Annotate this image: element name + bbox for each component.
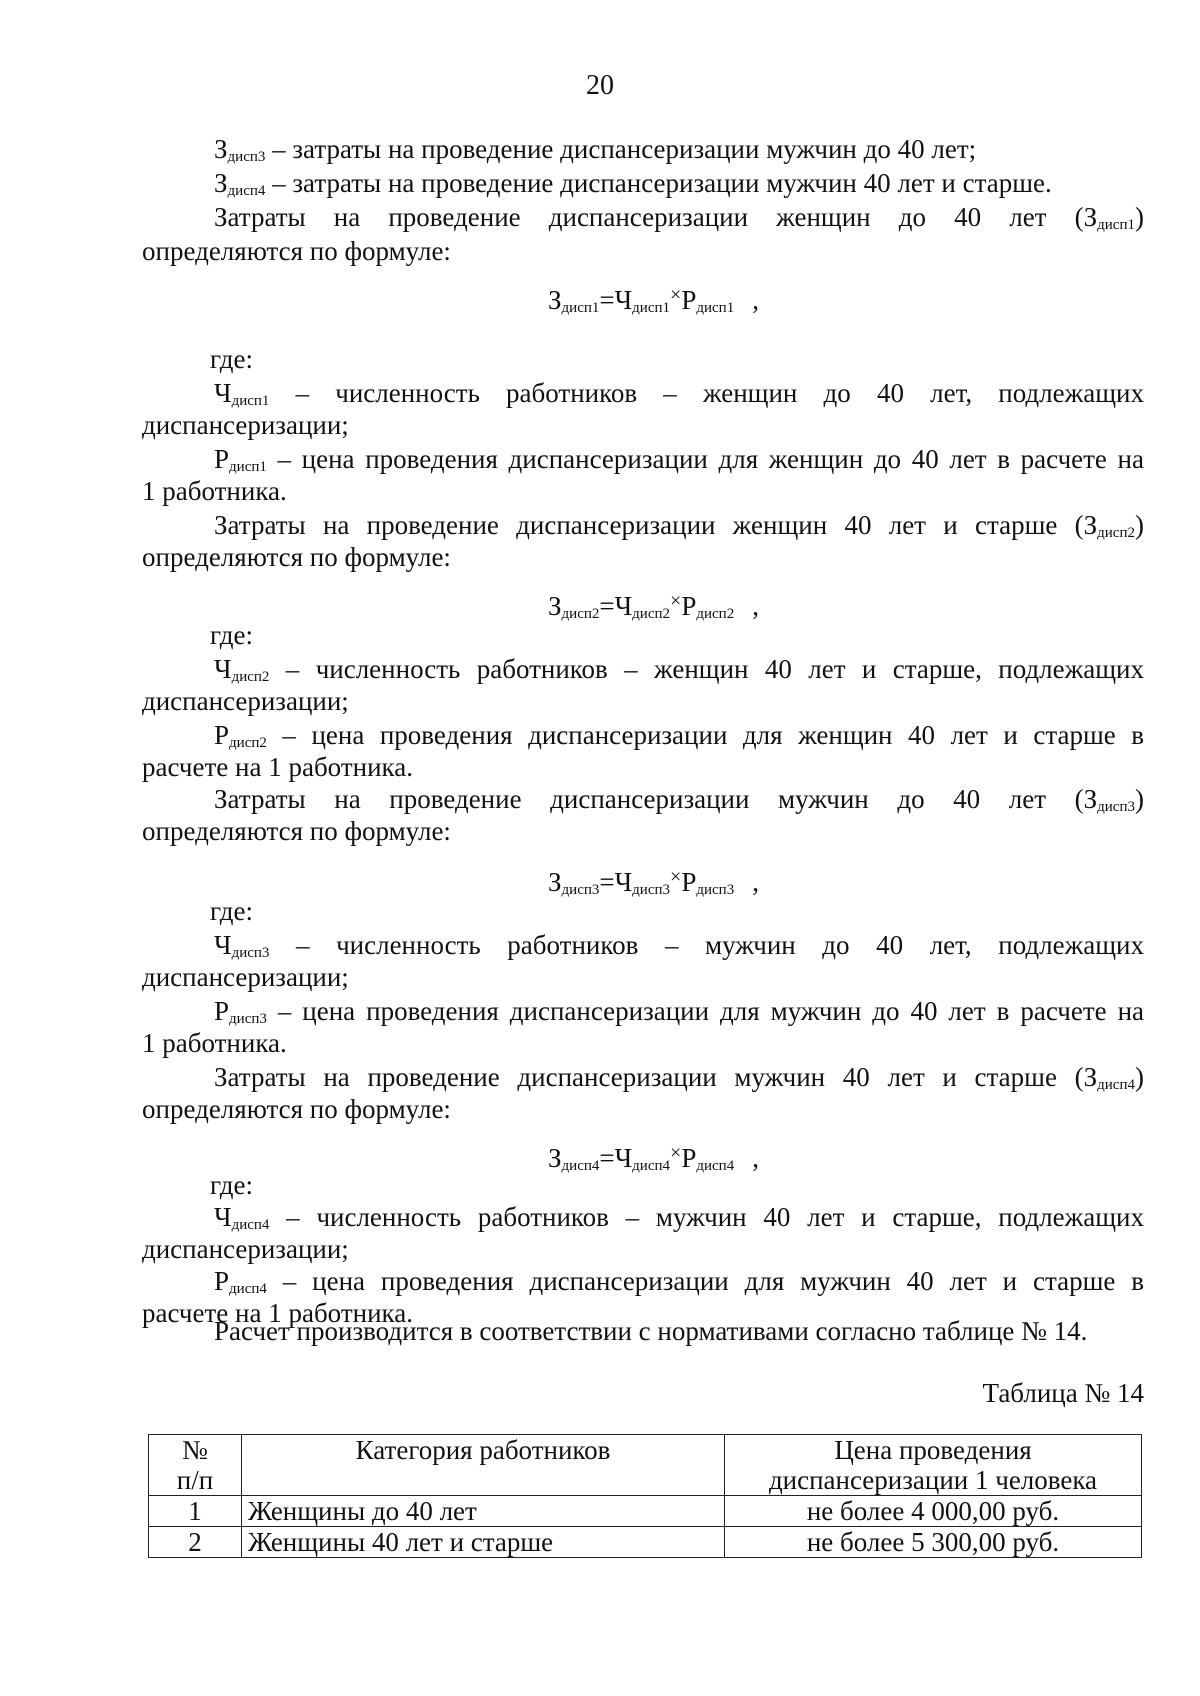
symbol-subscript: дисп2 [229, 735, 267, 751]
symbol: З [214, 134, 228, 164]
section-intro-continuation: определяются по формуле: [142, 542, 451, 572]
formula-eq: =Ч [599, 285, 633, 315]
definition-line [214, 654, 1144, 684]
formula [548, 862, 759, 897]
formula-rhs-subscript: дисп2 [696, 606, 735, 622]
where-label: где: [210, 896, 253, 926]
table-header-row [149, 1435, 1142, 1496]
symbol: Р [214, 444, 230, 474]
definition-continuation: 1 работника. [142, 1028, 287, 1058]
definition-text: – численность работников – мужчин до 40 лет, подлежащих [269, 930, 1144, 960]
row-category: Женщины до 40 лет [242, 1496, 725, 1527]
definition-line [214, 378, 1144, 408]
row-number: 2 [149, 1527, 242, 1558]
definition-continuation: 1 работника. [142, 476, 287, 506]
definition-text: – численность работников – женщин 40 лет и старше, подлежащих [269, 654, 1144, 684]
formula-lhs: З [548, 1143, 562, 1173]
formula-rhs-subscript: дисп1 [696, 300, 735, 316]
formula-mid-subscript: дисп4 [632, 1158, 671, 1174]
norms-table [148, 1434, 1142, 1558]
multiply-sign: × [670, 590, 682, 612]
formula-lhs: З [548, 867, 562, 897]
where-label: где: [210, 620, 253, 650]
intro-close: ) [1135, 510, 1144, 540]
definition-line [214, 444, 1144, 474]
multiply-sign: × [670, 1142, 682, 1164]
section-intro [214, 510, 1144, 540]
formula [548, 280, 759, 315]
symbol-subscript: дисп1 [229, 459, 267, 475]
definition-text: – численность работников – женщин до 40 лет, подлежащих [269, 378, 1144, 408]
section-intro-continuation: определяются по формуле: [142, 236, 451, 266]
definition-continuation: расчете на 1 работника. [142, 1298, 413, 1328]
symbol: Ч [214, 1202, 232, 1232]
formula-mid-subscript: дисп3 [632, 882, 671, 898]
definition-text: – цена проведения диспансеризации для мужчин до 40 лет в расчете на [266, 996, 1144, 1026]
where-label: где: [210, 1170, 253, 1200]
intro-subscript: дисп1 [1097, 217, 1135, 233]
header-number-line1: № [182, 1435, 208, 1465]
row-price: не более 4 000,00 руб. [725, 1496, 1142, 1527]
intro-subscript: дисп4 [1097, 1077, 1135, 1093]
symbol-subscript: дисп3 [231, 945, 270, 961]
header-number [149, 1435, 242, 1496]
intro-text: Затраты на проведение диспансеризации мужчин 40 лет и старше (З [214, 1062, 1098, 1092]
intro-subscript: дисп2 [1097, 525, 1135, 541]
definition-item [214, 134, 976, 164]
intro-close: ) [1135, 202, 1144, 232]
intro-text: Затраты на проведение диспансеризации мужчин до 40 лет (З [214, 784, 1098, 814]
formula-comma: , [752, 867, 759, 897]
row-number: 1 [149, 1496, 242, 1527]
symbol: Ч [214, 378, 232, 408]
formula-comma: , [752, 591, 759, 621]
definition-text: – затраты на проведение диспансеризации мужчин 40 лет и старше. [265, 168, 1052, 198]
definition-line [214, 930, 1144, 960]
symbol-subscript: дисп2 [231, 669, 270, 685]
symbol-subscript: дисп3 [229, 1011, 267, 1027]
formula-eq: =Ч [599, 1143, 633, 1173]
formula [548, 586, 759, 621]
formula-rhs: Р [681, 591, 697, 621]
intro-close: ) [1135, 1062, 1144, 1092]
formula-rhs: Р [681, 1143, 697, 1173]
formula-lhs-subscript: дисп3 [561, 882, 600, 898]
formula-comma: , [752, 285, 759, 315]
formula-comma: , [752, 1143, 759, 1173]
formula-mid-subscript: дисп1 [632, 300, 671, 316]
where-label: где: [210, 344, 253, 374]
formula-rhs-subscript: дисп4 [696, 1158, 735, 1174]
page-number: 20 [586, 70, 614, 101]
symbol: З [214, 168, 228, 198]
formula-rhs-subscript: дисп3 [696, 882, 735, 898]
intro-text: Затраты на проведение диспансеризации женщин до 40 лет (З [214, 202, 1098, 232]
header-price-line2: диспансеризации 1 человека [768, 1465, 1098, 1495]
symbol: Р [214, 1266, 230, 1296]
formula-lhs: З [548, 591, 562, 621]
formula-mid-subscript: дисп2 [632, 606, 671, 622]
formula-lhs-subscript: дисп1 [561, 300, 600, 316]
definition-line [214, 720, 1144, 750]
definition-continuation: диспансеризации; [142, 1234, 349, 1264]
definition-line [214, 1202, 1144, 1232]
header-price [725, 1435, 1142, 1496]
intro-close: ) [1135, 784, 1144, 814]
definition-text: – цена проведения диспансеризации для мужчин 40 лет и старше в [266, 1266, 1144, 1296]
definition-text: – затраты на проведение диспансеризации мужчин до 40 лет; [265, 134, 977, 164]
formula-lhs-subscript: дисп4 [561, 1158, 600, 1174]
definition-text: – численность работников – мужчин 40 лет и старше, подлежащих [269, 1202, 1144, 1232]
table-caption: Таблица № 14 [982, 1378, 1144, 1408]
definition-continuation: диспансеризации; [142, 410, 349, 440]
definition-line [214, 1266, 1144, 1296]
header-price-line1: Цена проведения [834, 1435, 1032, 1465]
table-row [149, 1527, 1142, 1558]
section-intro-continuation: определяются по формуле: [142, 816, 451, 846]
definition-text: – цена проведения диспансеризации для женщин до 40 лет в расчете на [266, 444, 1144, 474]
multiply-sign: × [670, 866, 682, 888]
definition-line [214, 996, 1144, 1026]
header-number-line2: п/п [176, 1465, 214, 1495]
closing-sentence: Расчет производится в соответствии с нормативами согласно таблице № 14. [214, 1316, 1088, 1346]
definition-continuation: диспансеризации; [142, 686, 349, 716]
definition-text: – цена проведения диспансеризации для женщин 40 лет и старше в [266, 720, 1144, 750]
definition-item [214, 168, 1052, 198]
formula-lhs-subscript: дисп2 [561, 606, 600, 622]
symbol-subscript: дисп4 [229, 1281, 267, 1297]
formula-rhs: Р [681, 285, 697, 315]
section-intro-continuation: определяются по формуле: [142, 1094, 451, 1124]
formula-eq: =Ч [599, 867, 633, 897]
symbol: Ч [214, 654, 232, 684]
symbol: Ч [214, 930, 232, 960]
multiply-sign: × [670, 284, 682, 306]
section-intro [214, 202, 1144, 232]
intro-text: Затраты на проведение диспансеризации женщин 40 лет и старше (З [214, 510, 1098, 540]
symbol-subscript: дисп4 [227, 183, 266, 199]
symbol: Р [214, 996, 230, 1026]
row-price: не более 5 300,00 руб. [725, 1527, 1142, 1558]
symbol-subscript: дисп1 [231, 393, 270, 409]
symbol: Р [214, 720, 230, 750]
definition-continuation: диспансеризации; [142, 962, 349, 992]
definition-continuation: расчете на 1 работника. [142, 752, 413, 782]
section-intro [214, 784, 1144, 814]
section-intro [214, 1062, 1144, 1092]
formula-rhs: Р [681, 867, 697, 897]
symbol-subscript: дисп4 [231, 1217, 270, 1233]
formula-eq: =Ч [599, 591, 633, 621]
intro-subscript: дисп3 [1097, 799, 1135, 815]
table-row [149, 1496, 1142, 1527]
row-category: Женщины 40 лет и старше [242, 1527, 725, 1558]
formula-lhs: З [548, 285, 562, 315]
formula [548, 1138, 759, 1173]
header-category: Категория работников [242, 1435, 725, 1496]
symbol-subscript: дисп3 [227, 149, 266, 165]
